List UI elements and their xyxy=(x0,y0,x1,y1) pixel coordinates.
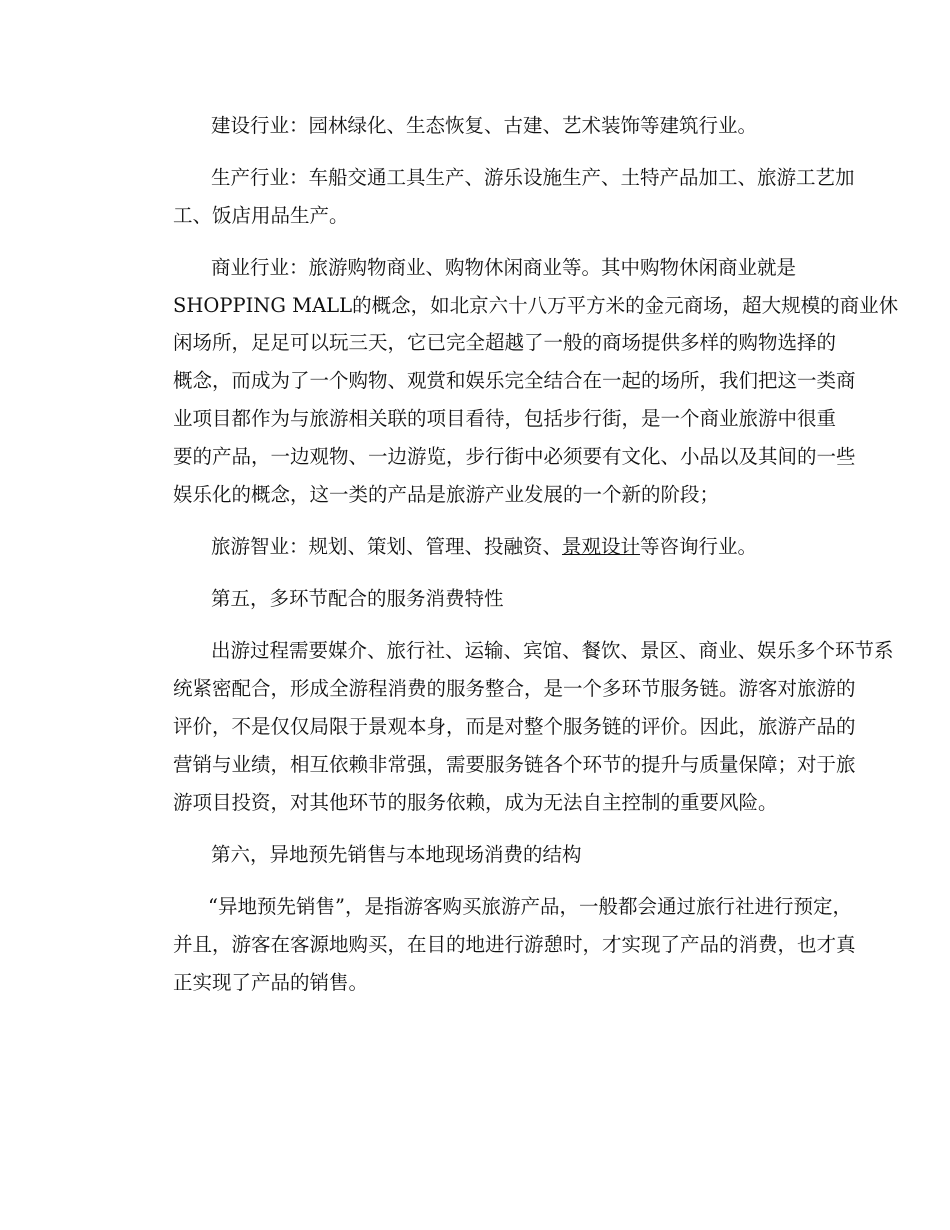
paragraph-commerce-line: 闲场所，足足可以玩三天，它已完全超越了一般的商场提供多样的购物选择的 xyxy=(173,331,837,354)
paragraph-commerce-line: 要的产品，一边观物、一边游览，步行街中必须要有文化、小品以及其间的一些 xyxy=(173,445,856,468)
paragraph-presale-line: 并且，游客在客源地购买，在目的地进行游憩时，才实现了产品的消费，也才真 xyxy=(173,933,856,956)
paragraph-commerce-line: SHOPPING MALL的概念，如北京六十八万平方米的金元商场，超大规模的商业休 xyxy=(173,294,899,317)
section-heading-sixth: 第六，异地预先销售与本地现场消费的结构 xyxy=(211,843,582,866)
section-heading-fifth: 第五，多环节配合的服务消费特性 xyxy=(211,587,504,610)
paragraph-tourism-consulting xyxy=(211,535,810,559)
paragraph-presale-line: 正实现了产品的销售。 xyxy=(173,971,369,994)
paragraph-service-chain-line: 评价，不是仅仅局限于景观本身，而是对整个服务链的评价。因此，旅游产品的 xyxy=(173,715,856,738)
paragraph-commerce-line: 娱乐化的概念，这一类的产品是旅游产业发展的一个新的阶段； xyxy=(173,483,720,506)
paragraph-service-chain-line: 游项目投资，对其他环节的服务依赖，成为无法自主控制的重要风险。 xyxy=(173,791,778,814)
paragraph-service-chain-line: 营销与业绩，相互依赖非常强，需要服务链各个环节的提升与质量保障；对于旅 xyxy=(173,753,856,776)
text: 等咨询行业。 xyxy=(640,535,758,558)
paragraph-production-line: 工、饭店用品生产。 xyxy=(173,204,349,227)
paragraph-presale-line: “异地预先销售”，是指游客购买旅游产品，一般都会通过旅行社进行预定， xyxy=(208,895,852,918)
paragraph-commerce-line: 业项目都作为与旅游相关联的项目看待，包括步行街，是一个商业旅游中很重 xyxy=(173,407,837,430)
paragraph-commerce-line: 概念，而成为了一个购物、观赏和娱乐完全结合在一起的场所，我们把这一类商 xyxy=(173,369,856,392)
text: 旅游智业：规划、策划、管理、投融资、 xyxy=(211,535,563,558)
paragraph-service-chain-line: 统紧密配合，形成全游程消费的服务整合，是一个多环节服务链。游客对旅游的 xyxy=(173,677,856,700)
landscape-design-link[interactable]: 景观设计 xyxy=(562,535,641,558)
paragraph-service-chain-line: 出游过程需要媒介、旅行社、运输、宾馆、餐饮、景区、商业、娱乐多个环节系 xyxy=(211,639,894,662)
paragraph-commerce-line: 商业行业：旅游购物商业、购物休闲商业等。其中购物休闲商业就是 xyxy=(211,256,797,279)
paragraph-production-line: 生产行业：车船交通工具生产、游乐设施生产、土特产品加工、旅游工艺加 xyxy=(211,166,855,189)
paragraph-construction: 建设行业：园林绿化、生态恢复、古建、艺术装饰等建筑行业。 xyxy=(211,114,758,137)
